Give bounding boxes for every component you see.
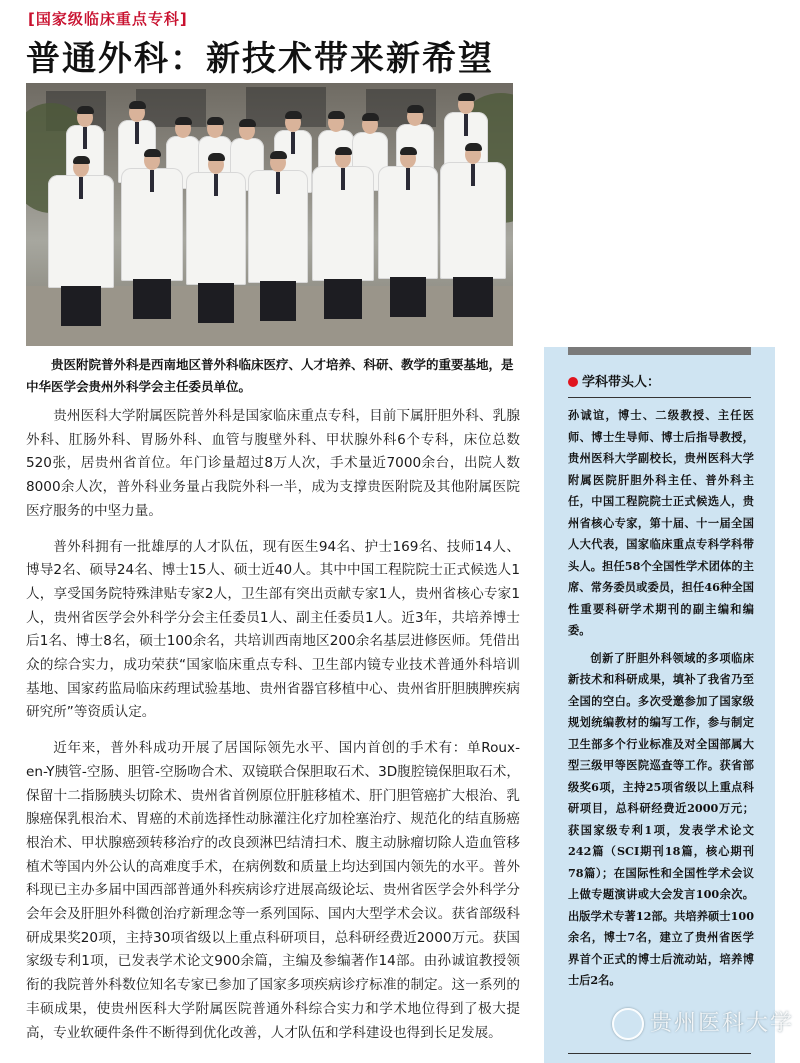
body-paragraph: 普外科拥有一批雄厚的人才队伍，现有医生94名、护士169名、技师14人、博导2名、硕导24名、博士15人、硕士近40人。其中中国工程院院士正式候选人1人，享受国务院特殊津贴专家2人，卫生部有突出贡献专家1人，贵州省核心专家1人，贵州省医学会外科学分会主任委员1人、副主任委员1人。近3年，共培养博士后1名、博士8名，硕士100余名，共培训西南地区200余名基层进修医师。凭借出众的综合实力，成功荣获“国家临床重点专科、卫生部内镜专业技术普通外科培训基地、国家药监局临床药理试验基地、贵州省器官移植中心、贵州省肝胆胰脾疾病研究所”等资质认定。	[26, 538, 520, 721]
body-paragraph: 近年来，普外科成功开展了居国际领先水平、国内首创的手术有：单Roux-en-Y胰管-空肠、胆管-空肠吻合术、双镜联合保胆取石术、3D腹腔镜保胆取石术，保留十二指肠胰头切除术、贵州省首例原位肝脏移植术、肝门胆管癌扩大根治、乳腺癌保乳根治术、胃癌的术前选择性动脉灌注化疗加栓塞治疗、规范化的结直肠癌根治术、甲状腺癌颈转移治疗的改良颈淋巴结清扫术、腹主动脉瘤切除人造血管移植术等国内外公认的高难度手术，在病例数和质量上均达到国内领先的水平。普外科现已主办多届中国西部普通外科疾病诊疗进展高级论坛、贵州省医学会外科学分会年会及肝胆外科微创治疗新理念等一系列国际、国内大型学术会议。获省部级科研成果奖20项，主持30项省级以上重点科研项目，总科研经费近2000万元。获国家级专利1项，已发表学术论文900余篇，主编及参编著作14部。由孙诚谊教授领衔的我院普外科数位知名专家已参加了国家多项疾病诊疗标准的制定。这一系列的丰硕成果，使贵州医科大学附属医院普通外科综合实力和学术地位得到了极大提高，专业软硬件条件不断得到优化改善，人才队伍和学科建设也得到长足发展。	[26, 740, 520, 1041]
sidebar-divider	[568, 397, 751, 398]
sidebar-heading	[568, 371, 660, 390]
seal-icon	[612, 1008, 644, 1040]
sidebar-text	[568, 405, 754, 998]
sidebar-heading-label: 学科带头人：	[582, 375, 661, 390]
sidebar-top-bar	[568, 347, 751, 355]
section-tag: [国家级临床重点专科]	[28, 10, 188, 28]
bullet-dot-icon	[568, 377, 578, 387]
sidebar-panel	[544, 347, 775, 1063]
group-photo	[26, 83, 513, 346]
university-watermark-logo	[612, 1006, 795, 1046]
sidebar-paragraph: 创新了肝胆外科领域的多项临床新技术和科研成果，填补了我省乃至全国的空白。多次受邀参加了国家级规划统编教材的编写工作，参与制定卫生部多个行业标准及对全国部属大型三级甲等医院巡查等工作。获省部级奖6项，主持25项省级以上重点科研项目，总科研经费近2000万元；获国家级专利1项，发表学术论文242篇（SCI期刊18篇，核心期刊78篇）；在国际性和全国性学术会议上做专题演讲或大会发言100余次。出版学术专著12部。共培养硕士100余名，博士7名，建立了贵州省医学界首个正式的博士后流动站，培养博士后2名。	[568, 650, 754, 987]
watermark-text: 贵州医科大学	[650, 1011, 795, 1036]
body-paragraph: 贵州医科大学附属医院普外科是国家临床重点专科，目前下属肝胆外科、乳腺外科、肛肠外科、胃肠外科、血管与腹壁外科、甲状腺外科6个专科，床位总数520张，居贵州省首位。年门诊量超过8万人次，手术量近7000余台，出院人数8000余人次，普外科业务量占我院外科一半，成为支撑贵医附院及其他附属医院医疗服务的中坚力量。	[26, 408, 520, 519]
sidebar-paragraph: 孙诚谊，博士、二级教授、主任医师、博士生导师、博士后指导教授，贵州医科大学副校长，贵州医科大学附属医院肝胆外科主任、普外科主任，中国工程院院士正式候选人，贵州省核心专家，第十届、十一届全国人大代表，国家临床重点专科学科带头人。担任58个全国性学术团体的主席、常务委员或委员，担任46种全国性重要科研学术期刊的副主编和编委。	[568, 408, 754, 637]
page-title: 普通外科：新技术带来新希望	[26, 39, 494, 79]
sidebar-bottom-divider	[568, 1053, 751, 1054]
photo-caption: 贵医附院普外科是西南地区普外科临床医疗、人才培养、科研、教学的重要基地，是中华医学会贵州外科学会主任委员单位。	[26, 357, 514, 394]
article-body	[26, 405, 520, 1057]
